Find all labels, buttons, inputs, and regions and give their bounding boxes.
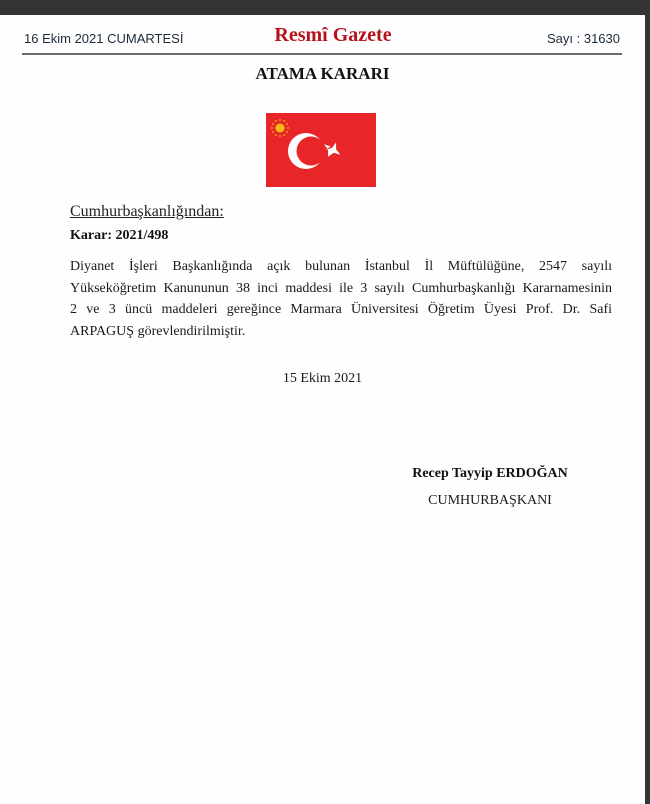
- issuing-authority: Cumhurbaşkanlığından:: [70, 203, 224, 220]
- body-line: ARPAGUŞ görevlendirilmiştir.: [70, 323, 246, 339]
- issue-number: Sayı : 31630: [547, 31, 620, 46]
- signature-date: 15 Ekim 2021: [282, 371, 363, 386]
- gazette-header: [22, 15, 622, 55]
- body-line: Diyanet İşleri Başkanlığında açık bulunan İstanbul İl Müftülüğüne, 2547 sayılı: [70, 259, 612, 274]
- decision-number: Karar: 2021/498: [70, 228, 169, 243]
- gazette-name: Resmî Gazete: [274, 24, 392, 46]
- gazette-page: [0, 15, 645, 804]
- body-line: Yükseköğretim Kanununun 38 inci maddesi ile 3 sayılı Cumhurbaşkanlığı Kararnamesinin: [70, 280, 612, 296]
- signer-name: Recep Tayyip ERDOĞAN: [412, 466, 568, 481]
- document-title: ATAMA KARARI: [255, 64, 390, 83]
- body-line: 2 ve 3 üncü maddeleri gereğince Marmara Üniversitesi Öğretim Üyesi Prof. Dr. Safi: [70, 302, 612, 317]
- decision-body: [70, 256, 612, 342]
- turkish-presidential-flag-icon: [266, 113, 376, 187]
- issue-date: 16 Ekim 2021 CUMARTESİ: [24, 31, 184, 46]
- signer-title: CUMHURBAŞKANI: [428, 493, 552, 508]
